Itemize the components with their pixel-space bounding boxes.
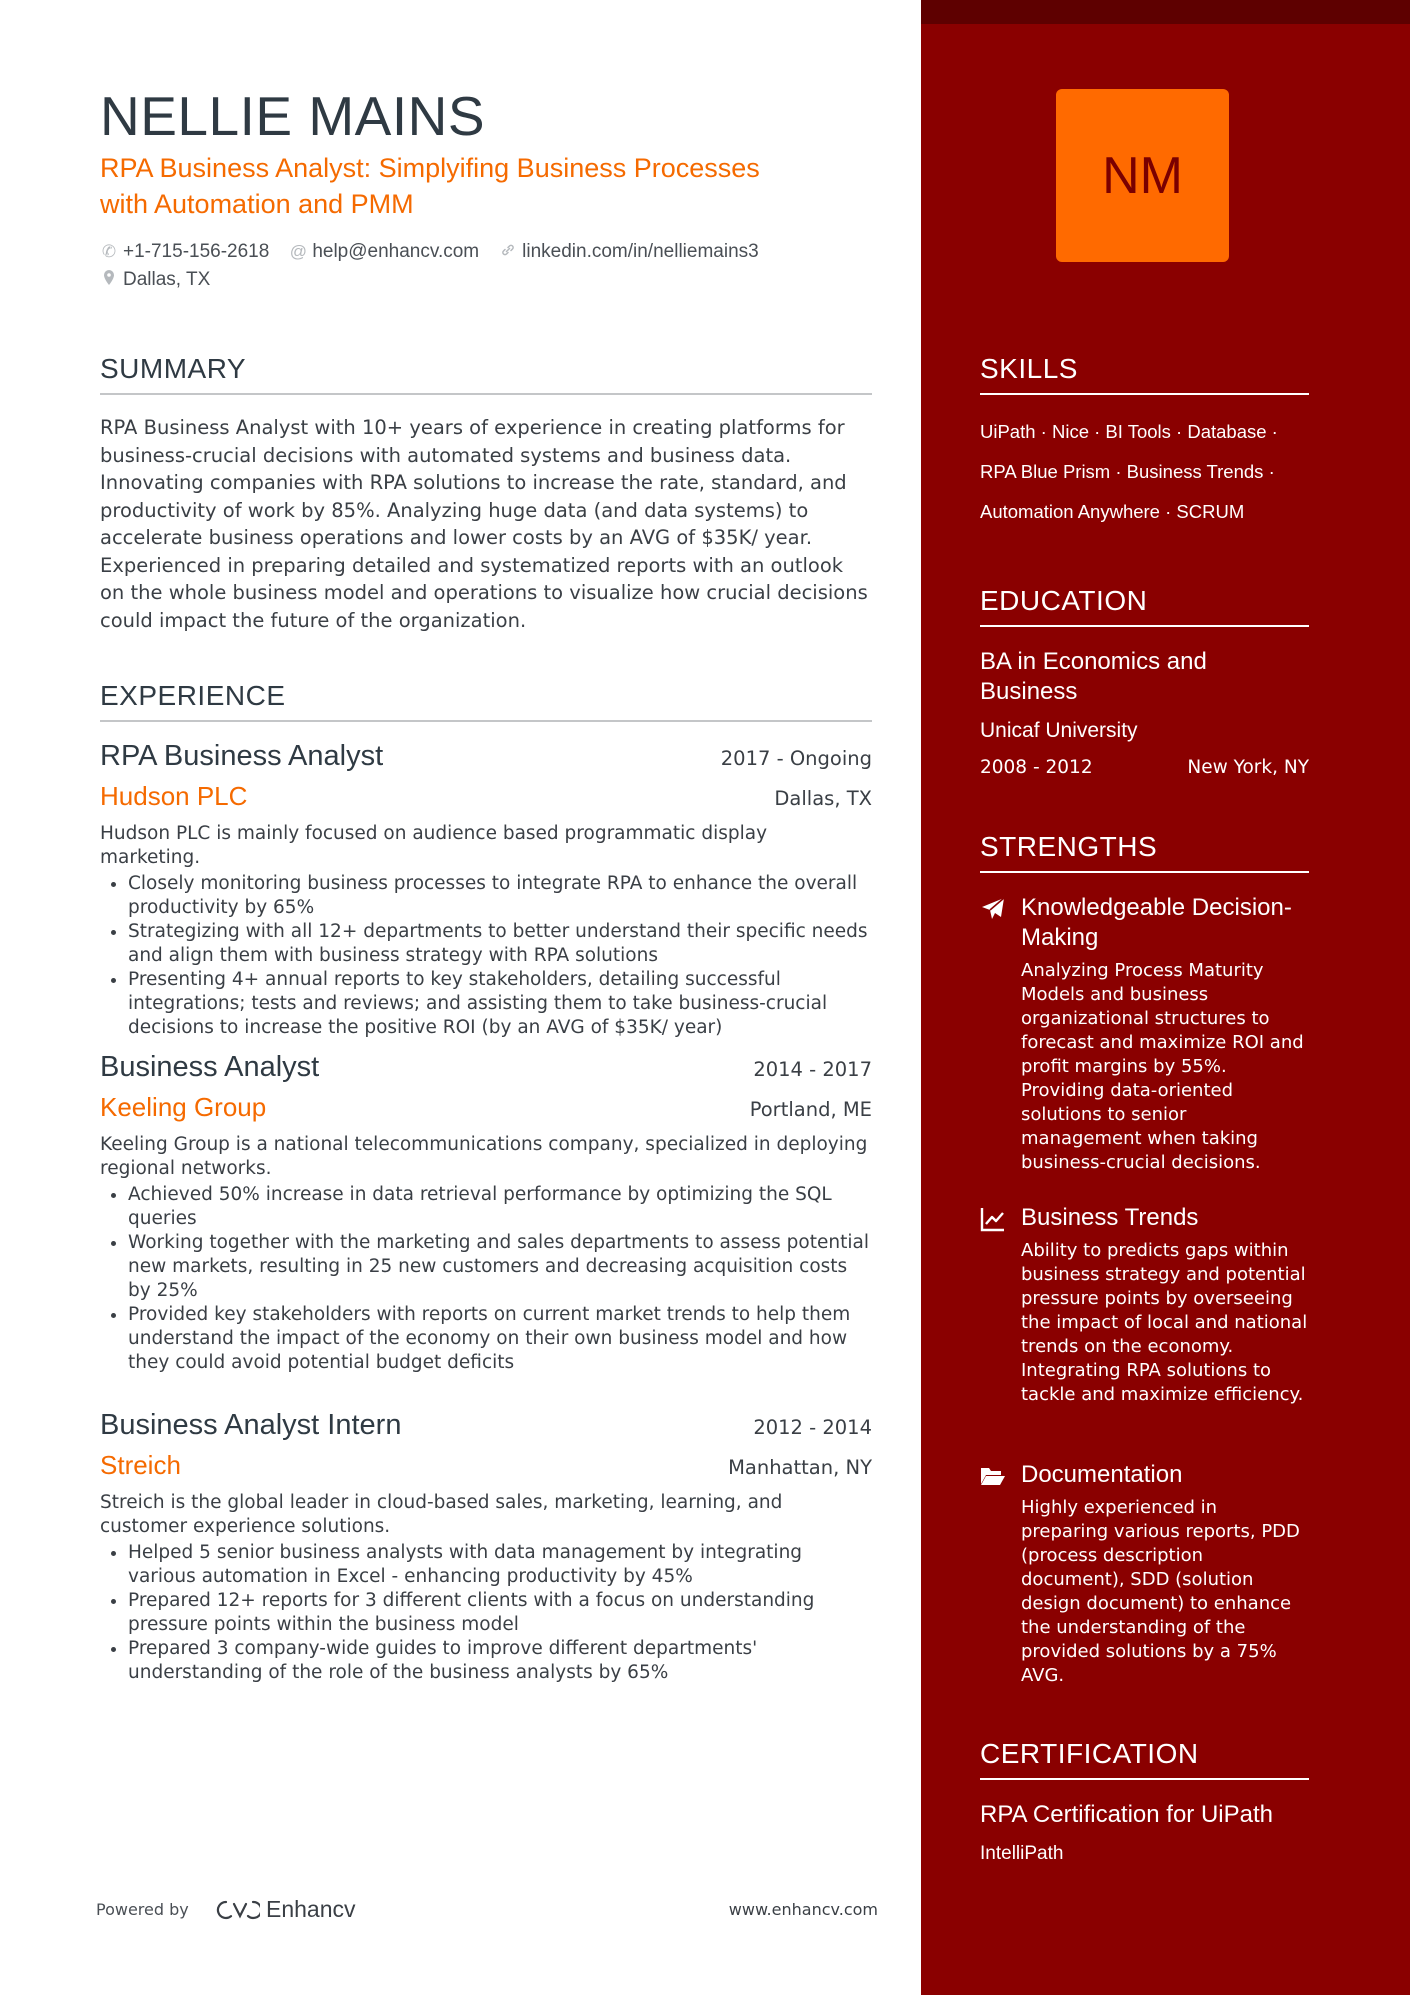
job-company: Keeling Group	[100, 1092, 267, 1122]
job-description: Keeling Group is a national telecommunications company, specialized in deploying regional networks.	[100, 1134, 868, 1179]
job-date: 2014 - 2017	[753, 1058, 872, 1081]
website-link[interactable]: www.enhancv.com	[728, 1900, 878, 1919]
phone-icon: ✆	[101, 242, 117, 261]
skills-line: RPA Blue Prism · Business Trends ·	[980, 461, 1275, 482]
job-bullet: • Achieved 50% increase in data retrieval performance by optimizing the SQL queries	[128, 1183, 872, 1231]
job-title: RPA Business Analyst	[100, 740, 384, 772]
education-school: Unicaf University	[980, 719, 1138, 742]
job-location: Portland, ME	[749, 1098, 872, 1121]
strength-item	[980, 1203, 1309, 1407]
strength-title: Knowledgeable Decision-Making	[1021, 894, 1292, 951]
job-bullet: • Prepared 3 company-wide guides to improve different departments' understanding of the role of the business analysts by 65%	[128, 1637, 872, 1685]
job-bullet: • Closely monitoring business processes to integrate RPA to enhance the overall productivity by 65%	[128, 872, 872, 920]
strength-title: Business Trends	[1021, 1204, 1199, 1231]
job-bullet: • Provided key stakeholders with reports on current market trends to help them understand the impact of the economy on their own business model and how they could avoid potential budget deficits	[128, 1303, 872, 1375]
strength-item	[980, 1460, 1309, 1688]
job-bullet: • Strategizing with all 12+ departments to better understand their specific needs and align them with business strategy with RPA solutions	[128, 920, 872, 968]
job-bullet: • Working together with the marketing and sales departments to assess potential new markets, resulting in 25 new customers and decreasing acquisition costs by 25%	[128, 1231, 872, 1303]
summary-heading: SUMMARY	[100, 353, 872, 395]
initials-avatar: NM	[1056, 89, 1229, 262]
sidebar-top-band	[921, 0, 1410, 24]
location-text: Dallas, TX	[123, 269, 211, 290]
paper-plane-icon	[980, 896, 1006, 922]
enhancv-logo[interactable]	[214, 1896, 356, 1923]
job-location: Dallas, TX	[774, 787, 872, 810]
link-icon	[499, 242, 517, 263]
job-date: 2017 - Ongoing	[720, 747, 872, 770]
education-degree: BA in Economics and Business	[980, 648, 1207, 705]
job-title: Business Analyst	[100, 1051, 320, 1083]
job-company: Streich	[100, 1450, 181, 1480]
email-text: help@enhancv.com	[312, 241, 480, 262]
candidate-name: NELLIE MAINS	[100, 85, 486, 147]
job-description: Streich is the global leader in cloud-based sales, marketing, learning, and customer experience solutions.	[100, 1492, 783, 1537]
job-location: Manhattan, NY	[728, 1456, 872, 1479]
education-location: New York, NY	[1187, 757, 1309, 778]
certification-issuer: IntelliPath	[980, 1843, 1064, 1864]
job-bullets	[100, 1541, 872, 1685]
location-contact	[100, 269, 210, 292]
job-bullet: • Prepared 12+ reports for 3 different clients with a focus on understanding pressure points within the business model	[128, 1589, 872, 1637]
phone-text: +1-715-156-2618	[123, 241, 270, 262]
strength-description: Highly experienced in preparing various reports, PDD (process description document), SDD (solution design document) to enhance the understanding of the provided solutions by a 75% AVG.	[1021, 1497, 1300, 1686]
contact-info	[100, 238, 860, 294]
education-heading: EDUCATION	[980, 585, 1309, 627]
education-entry	[980, 647, 1309, 778]
strengths-heading: STRENGTHS	[980, 831, 1309, 873]
experience-heading: EXPERIENCE	[100, 680, 872, 722]
strength-title: Documentation	[1021, 1461, 1183, 1488]
experience-entry	[100, 740, 872, 1040]
powered-by-label: Powered by	[96, 1900, 189, 1919]
job-bullet: • Helped 5 senior business analysts with data management by integrating various automation in Excel - enhancing productivity by 45%	[128, 1541, 872, 1589]
linkedin-contact[interactable]	[499, 241, 759, 263]
folder-open-icon	[980, 1463, 1006, 1489]
education-years: 2008 - 2012	[980, 757, 1093, 778]
enhancv-logo-icon	[214, 1898, 260, 1922]
job-company: Hudson PLC	[100, 781, 248, 811]
certification-entry	[980, 1801, 1309, 1865]
certification-heading: CERTIFICATION	[980, 1738, 1309, 1780]
experience-entry	[100, 1409, 872, 1685]
strength-item	[980, 893, 1309, 1175]
skills-line: Automation Anywhere · SCRUM	[980, 501, 1245, 522]
phone-contact[interactable]	[100, 241, 269, 263]
footer	[96, 1896, 878, 1926]
map-pin-icon	[100, 269, 118, 292]
job-date: 2012 - 2014	[753, 1416, 872, 1439]
job-bullets	[100, 1183, 872, 1375]
enhancv-brand-text: Enhancv	[266, 1896, 356, 1922]
job-description: Hudson PLC is mainly focused on audience based programmatic display marketing.	[100, 823, 768, 868]
skills-heading: SKILLS	[980, 353, 1309, 395]
sidebar	[921, 0, 1410, 1995]
certification-name: RPA Certification for UiPath	[980, 1801, 1274, 1828]
strength-description: Ability to predicts gaps within business strategy and potential pressure points by overseeing the impact of local and national trends on the economy. Integrating RPA solutions to tackle and maximize efficiency.	[1021, 1240, 1308, 1405]
at-icon: @	[289, 242, 307, 261]
job-bullets	[100, 872, 872, 1040]
skills-list	[980, 412, 1309, 532]
linkedin-text: linkedin.com/in/nelliemains3	[522, 241, 759, 262]
line-chart-icon	[980, 1206, 1006, 1232]
experience-entry	[100, 1051, 872, 1375]
job-title: Business Analyst Intern	[100, 1409, 402, 1441]
skills-line: UiPath · Nice · BI Tools · Database ·	[980, 421, 1278, 442]
candidate-tagline: RPA Business Analyst: Simplyifing Business Processes with Automation and PMM	[100, 153, 760, 219]
strength-description: Analyzing Process Maturity Models and business organizational structures to forecast and maximize ROI and profit margins by 55%. Providing data-oriented solutions to senior management when taking business-crucial decisions.	[1021, 960, 1304, 1173]
email-contact[interactable]	[289, 241, 479, 263]
job-bullet: • Presenting 4+ annual reports to key stakeholders, detailing successful integrations; tests and reviews; and assisting them to take business-crucial decisions to increase the positive ROI (by an AVG of $35K/ year)	[128, 968, 872, 1040]
summary-text: RPA Business Analyst with 10+ years of experience in creating platforms for business-crucial decisions with automated systems and business data. Innovating companies with RPA solutions to increase the rate, standard, and productivity of work by 85%. Analyzing huge data (and data systems) to accelerate business operations and lower costs by an AVG of $35K/ year. Experienced in preparing detailed and systematized reports with an outlook on the whole business model and operations to visualize how crucial decisions could impact the future of the organization.	[100, 416, 868, 632]
